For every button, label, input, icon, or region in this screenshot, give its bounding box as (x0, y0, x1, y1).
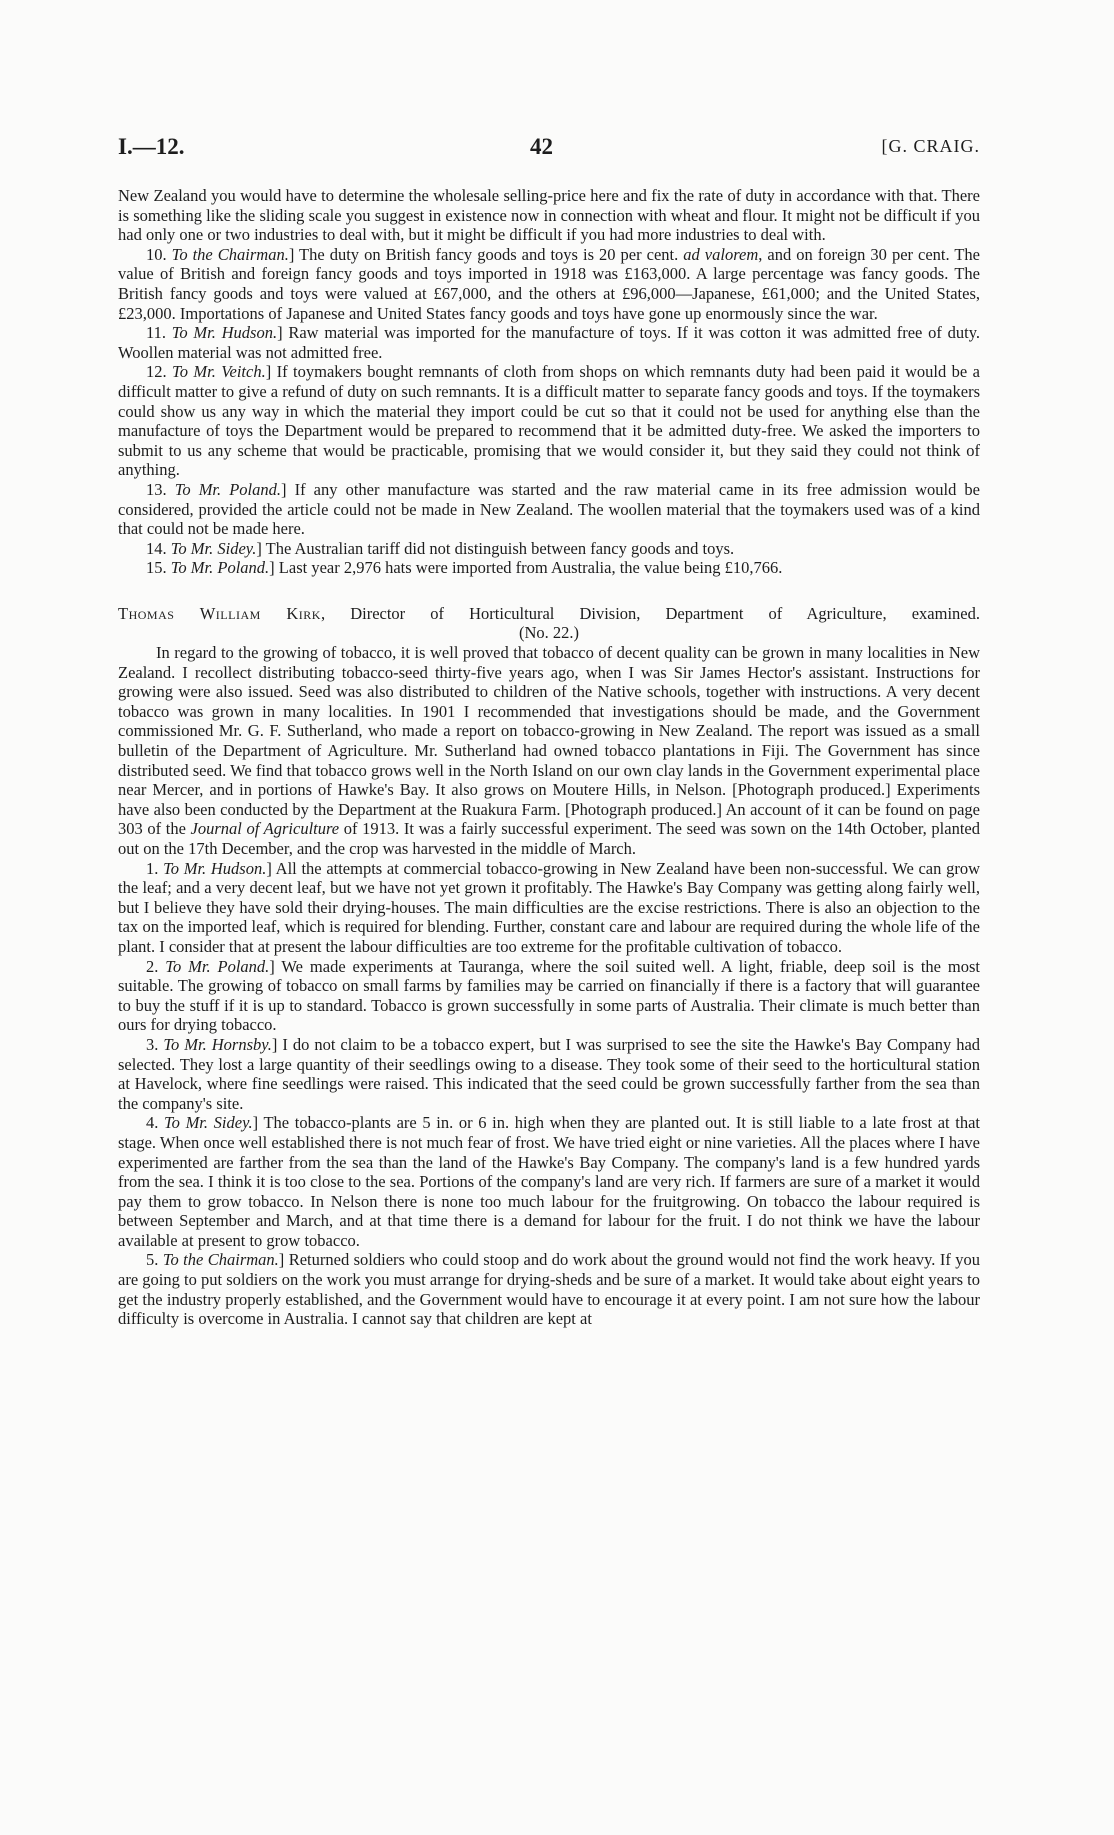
witness-heading: Thomas William Kirk, Director of Horticultural Division, Department of Agriculture, examined. (118, 603, 980, 623)
paragraph-12: 12. To Mr. Veitch.] If toymakers bought remnants of cloth from shops on which remnants duty had been paid it would be a difficult matter to give a refund of duty on such remnants. It is a difficult matter to separate fancy goods and toys. If the toymakers could show us any way in which the material they import could be cut so that it could not be used for anything else than the manufacture of toys the Department would be prepared to recommend that it be admitted duty-free. We asked the importers to submit to us any scheme that would be practicable, promising that we would consider it, but they said they could not think of anything. (118, 362, 980, 480)
paragraph-15: 15. To Mr. Poland.] Last year 2,976 hats were imported from Australia, the value being £10,766. (146, 558, 783, 578)
addressee: To Mr. Sidey. (170, 538, 257, 558)
paragraph-10: 10. To the Chairman.] The duty on British fancy goods and toys is 20 per cent. ad valorem, and on foreign 30 per cent. The value of British and foreign fancy goods and toys imported in 1918 was £163,000. A large percentage was fancy goods. The British fancy goods and toys were valued at £67,000, and the others at £96,000—Japanese, £61,000; and the United States, £23,000. Importations of Japanese and United States fancy goods and toys have gone up enormously since the war. (118, 244, 981, 323)
addressee: To the Chairman. (171, 244, 289, 264)
paragraph-q4: 4. To Mr. Sidey.] The tobacco-plants are 5 in. or 6 in. high when they are planted out. It is still liable to a late frost at that stage. When once well established there is not much fear of frost. We have tried eight or nine varieties. All the places where I have experimented are farther from the sea than the land of the Hawke's Bay Company. The company's land is a few hundred yards from the sea. I think it is too close to the sea. Portions of the company's land are very rich. If farmers are sure of a market it would pay them to grow tobacco. In Nelson there is none too much labour for the fruitgrowing. On tobacco the labour required is between September and March, and at that time there is a demand for labour for the fruit. I do not think we have the labour available at present to grow tobacco. (118, 1113, 980, 1250)
addressee: To Mr. Poland. (170, 558, 270, 578)
addressee: To Mr. Veitch. (172, 362, 266, 382)
paragraph-intro: In regard to the growing of tobacco, it is well proved that tobacco of decent quality can be grown in many localities in New Zealand. I recollect distributing tobacco-seed thirty-five years ago, when I was Sir James Hector's assistant. Instructions for growing were also issued. Seed was also distributed to children of the Native schools, together with instructions. A very decent tobacco was grown in many localities. In 1901 I recommended that investigations should be made, and the Government commissioned Mr. G. F. Sutherland, who made a report on tobacco-growing in New Zealand. The report was issued as a small bulletin of the Department of Agriculture. Mr. Sutherland had owned tobacco plantations in Fiji. The Government has since distributed seed. We find that tobacco grows well in the North Island on our own clay lands in the Government experimental place near Mercer, and in portions of Hawke's Bay. It also grows on Moutere Hills, in Nelson. [Photograph produced.] Experiments have also been conducted by the Department at the Ruakura Farm. [Photograph produced.] An account of it can be found on page 303 of the Journal of Agriculture of 1913. It was a fairly successful experiment. The seed was sown on the 14th October, planted out on the 17th December, and the crop was harvested in the middle of March. (118, 643, 981, 858)
witness-number: (No. 22.) (518, 623, 580, 643)
addressee: To the Chairman. (162, 1250, 279, 1270)
paragraph-continued: New Zealand you would have to determine the wholesale selling-price here and fix the rate of duty in accordance with that. There is something like the sliding scale you suggest in existence now in connection with wheat and flour. It might not be difficult if you had only one or two industries to deal with, but it might be difficult if you had more industries to deal with. (118, 186, 980, 245)
addressee: To Mr. Sidey. (164, 1113, 253, 1133)
journal-title: Journal of Agriculture (190, 819, 340, 839)
addressee: To Mr. Poland. (165, 956, 270, 976)
paragraph-q1: 1. To Mr. Hudson.] All the attempts at commercial tobacco-growing in New Zealand have been non-successful. We can grow the leaf; and a very decent leaf, but we have not yet grown it profitably. The Hawke's Bay Company was getting along fairly well, but I believe they have sold their drying-houses. The main difficulties are the excise restrictions. There is also an objection to the tax on the imported leaf, which is required for blending. Further, constant care and labour are required during the whole life of the plant. I consider that at present the labour difficulties are too extreme for the profitable cultivation of tobacco. (118, 858, 981, 956)
addressee: To Mr. Hudson. (163, 858, 267, 878)
witness-name: Thomas William Kirk (118, 603, 321, 623)
paragraph-13: 13. To Mr. Poland.] If any other manufacture was started and the raw material came in its free admission would be considered, provided the article could not be made in New Zealand. The woollen material that the toymakers used was of a kind that could not be made here. (118, 479, 980, 539)
page-number: 42 (530, 134, 553, 159)
addressee: To Mr. Hudson. (171, 323, 278, 343)
addressee: To Mr. Hornsby. (163, 1034, 272, 1054)
paragraph-11: 11. To Mr. Hudson.] Raw material was imported for the manufacture of toys. If it was cotton it was admitted free of duty. Woollen material was not admitted free. (118, 323, 980, 362)
paragraph-q5: 5. To the Chairman.] Returned soldiers who could stoop and do work about the ground would not find the work heavy. If you are going to put soldiers on the work you must arrange for drying-sheds and be sure of a market. It would take about eight years to get the industry properly established, and the Government would have to encourage it at every point. I am not sure how the labour difficulty is overcome in Australia. I cannot say that children are kept at (118, 1250, 981, 1329)
witness-tag: [G. CRAIG. (881, 136, 980, 156)
page-header (118, 134, 980, 166)
paragraph-q2: 2. To Mr. Poland.] We made experiments at Tauranga, where the soil suited well. A light, friable, deep soil is the most suitable. The growing of tobacco on small farms by families may be carried on financially if there is a factory that will guarantee to buy the stuff if it is up to standard. Tobacco is grown successfully in some parts of Australia. Their climate is much better than ours for drying tobacco. (118, 956, 980, 1035)
paragraph-14: 14. To Mr. Sidey.] The Australian tariff did not distinguish between fancy goods and toys. (146, 538, 735, 558)
paper-reference: I.—12. (118, 134, 185, 159)
section-gap (118, 578, 980, 604)
paragraph-q3: 3. To Mr. Hornsby.] I do not claim to be a tobacco expert, but I was surprised to see the site the Hawke's Bay Company had selected. They lost a large quantity of their seedlings owing to a disease. They took some of their seed to the horticultural station at Havelock, where fine seedlings were raised. This indicated that the seed could be grown successfully farther from the sea than the company's site. (118, 1034, 981, 1113)
page-body (118, 186, 980, 1329)
addressee: To Mr. Poland. (174, 479, 282, 499)
